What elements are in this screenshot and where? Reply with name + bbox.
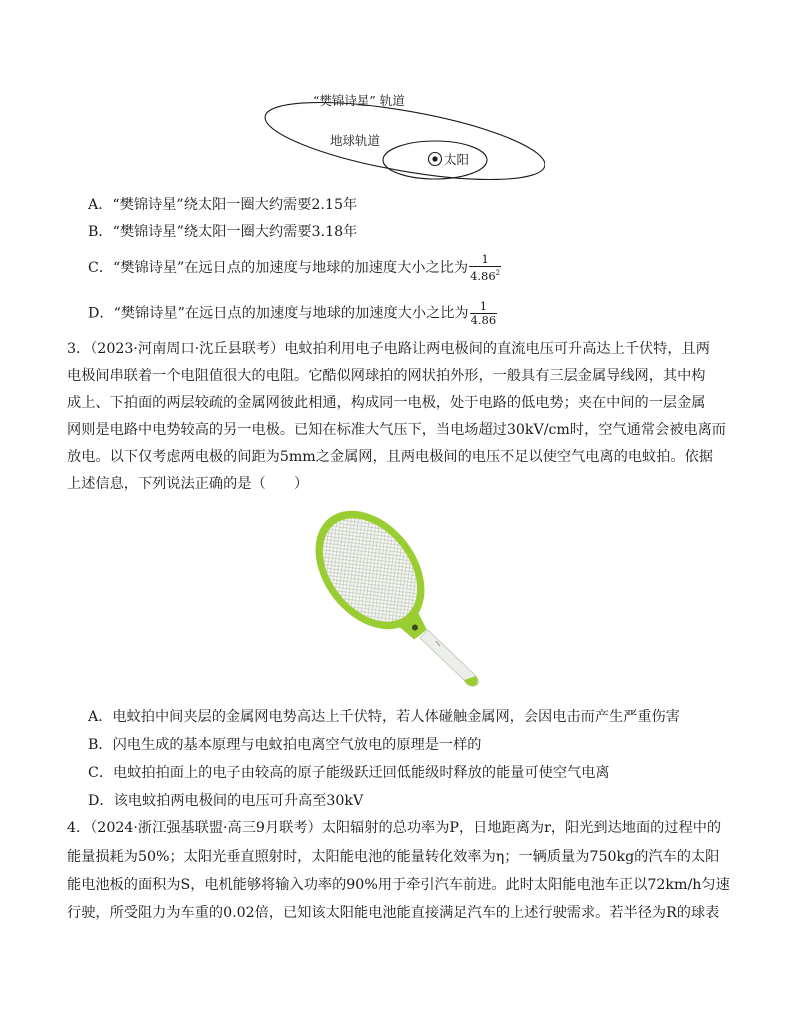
q3-line-3: 成上、下拍面的两层较疏的金属网彼此相通，构成同一电极，处于电路的低电势；夹在中间的一层金属 [67, 395, 706, 411]
q2-option-a: A．“樊锦诗星”绕太阳一圈大约需要2.15年 [88, 197, 358, 213]
q4-line-1: 4．（2024·浙江强基联盟·高三9月联考）太阳辐射的总功率为P，日地距离为r，阳光到达地面的过程中的 [67, 820, 722, 836]
mosquito-racket-image [300, 510, 500, 690]
comet-orbit-label: “樊锦诗星” 轨道 [313, 93, 405, 108]
q4-line-2: 能量损耗为50%；太阳光垂直照射时，太阳能电池的能量转化效率为η；一辆质量为750kg的汽车的太阳 [67, 849, 720, 865]
sun-label: 太阳 [444, 152, 470, 167]
q2-option-d-text: D．“樊锦诗星”在远日点的加速度与地球的加速度大小之比为 [88, 305, 469, 322]
q3-line-6: 上述信息，下列说法正确的是（ ） [67, 476, 309, 492]
q3-line-1: 3．（2023·河南周口·沈丘县联考）电蚊拍利用电子电路让两电极间的直流电压可升高达上千伏特，且两 [67, 341, 710, 357]
q3-option-a: A．电蚊拍中间夹层的金属网电势高达上千伏特，若人体碰触金属网，会因电击而产生严重伤害 [88, 709, 680, 725]
q4-line-3: 能电池板的面积为S，电机能够将输入功率的90%用于牵引汽车前进。此时太阳能电池车正以72km/h匀速 [67, 877, 730, 893]
q4-line-4: 行驶，所受阻力为车重的0.02倍，已知该太阳能电池能直接满足汽车的上述行驶需求。若半径为R的球表 [67, 905, 720, 921]
q2-option-c-text: C．“樊锦诗星”在远日点的加速度与地球的加速度大小之比为 [88, 259, 469, 276]
q2-option-c [88, 253, 501, 283]
q3-line-4: 网则是电路中电势较高的另一电极。已知在标准大气压下，当电场超过30kV/cm时，空气通常会被电离而 [67, 422, 726, 438]
q2-option-c-fraction: $\frac{1}{4.86^2}$ [470, 252, 501, 283]
racket-handle [420, 630, 479, 686]
q3-option-d: D．该电蚊拍两电极间的电压可升高至30kV [88, 793, 364, 809]
q3-option-c: C．电蚊拍拍面上的电子由较高的原子能级跃迁回低能级时释放的能量可使空气电离 [88, 765, 610, 781]
q3-line-2: 电极间串联着一个电阻值很大的电阻。它酷似网球拍的网状拍外形，一般具有三层金属导线网，其中构 [67, 368, 706, 384]
q3-line-5: 放电。以下仅考虑两电极的间距为5mm之金属网，且两电极间的电压不足以使空气电离的电蚊拍。依据 [67, 449, 713, 465]
q3-option-b: B．闪电生成的基本原理与电蚊拍电离空气放电的原理是一样的 [88, 737, 482, 753]
q2-option-b: B．“樊锦诗星”绕太阳一圈大约需要3.18年 [88, 224, 358, 240]
q2-option-d-fraction: $\frac{1}{4.86}$ [470, 299, 497, 327]
orbit-diagram [255, 88, 545, 188]
earth-orbit-label: 地球轨道 [330, 133, 381, 148]
q2-option-d [88, 300, 497, 327]
